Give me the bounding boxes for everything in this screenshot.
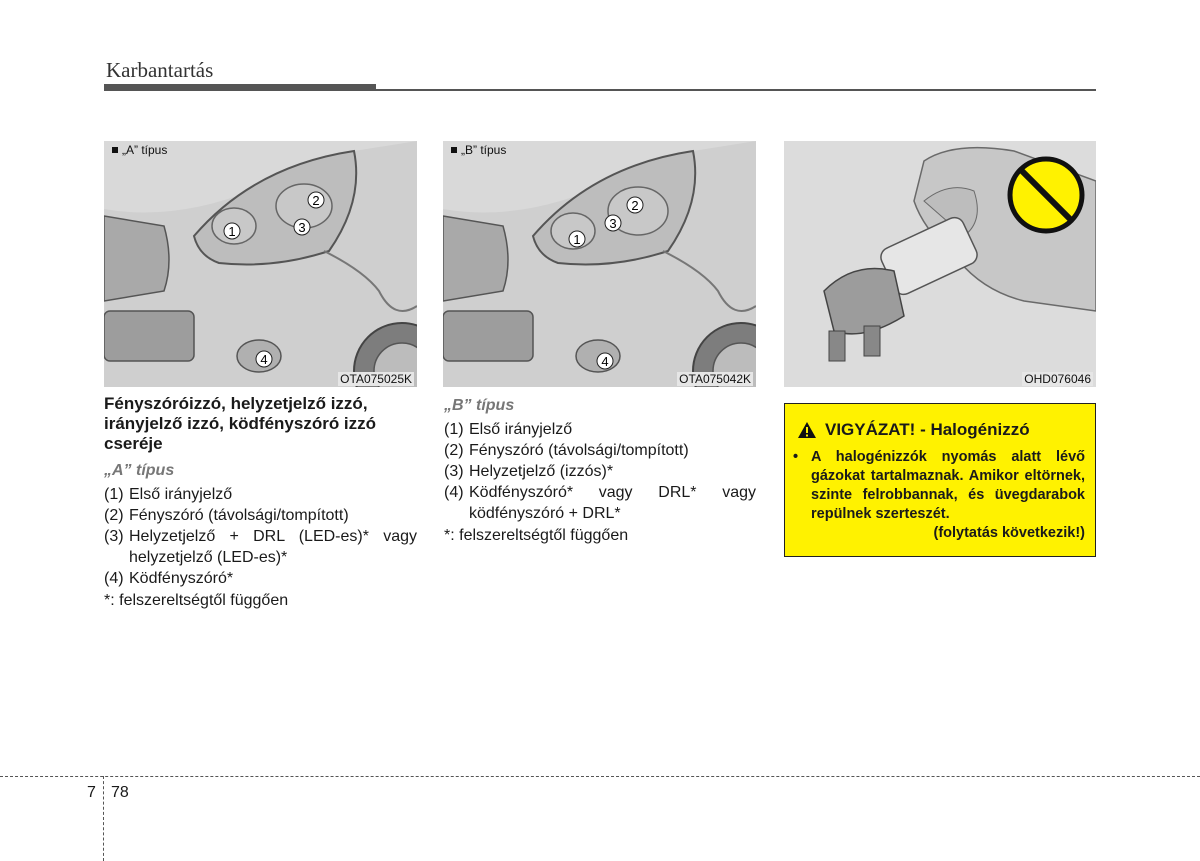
warning-title xyxy=(797,420,1030,440)
item-text: Első irányjelző xyxy=(469,421,573,438)
list-item xyxy=(104,568,417,589)
warning-bullet-item xyxy=(793,448,1085,524)
warning-triangle-icon xyxy=(797,421,817,439)
item-text: Ködfényszóró* xyxy=(129,570,234,587)
subheading-type-a: „A” típus xyxy=(104,462,175,479)
square-bullet-icon xyxy=(112,147,118,153)
item-text: Helyzetjelző + DRL (LED-es)* vagy helyzetjelző (LED-es)* xyxy=(129,528,417,566)
callout-3: 3 xyxy=(609,216,617,231)
item-number: (2) xyxy=(104,507,124,524)
list-item xyxy=(104,526,417,568)
figure-bulb-warning xyxy=(784,141,1096,387)
warning-title-text: VIGYÁZAT! - Halogénizzó xyxy=(825,420,1030,439)
item-number: (3) xyxy=(104,528,124,545)
callout-4: 4 xyxy=(260,352,268,367)
callout-1: 1 xyxy=(228,224,236,239)
figure-code: OTA075042K xyxy=(679,372,751,386)
bullet-icon: • xyxy=(793,449,799,465)
list-item xyxy=(444,440,756,461)
item-number: (1) xyxy=(104,486,124,503)
continued-note: (folytatás következik!) xyxy=(933,525,1085,541)
warning-box xyxy=(784,403,1096,557)
figure-code: OHD076046 xyxy=(1024,372,1091,386)
page-header-title: Karbantartás xyxy=(106,58,214,82)
figure-type-text: „B” típus xyxy=(461,143,507,157)
header-rule-thick xyxy=(104,84,376,91)
item-number: (1) xyxy=(444,421,464,438)
figure-type-b xyxy=(443,141,756,387)
list-item xyxy=(444,482,756,524)
figure-code: OTA075025K xyxy=(340,372,412,386)
item-text: Első irányjelző xyxy=(129,486,233,503)
chapter-number: 7 xyxy=(87,784,96,801)
item-number: (4) xyxy=(444,484,464,501)
car-front-illustration-a xyxy=(104,141,417,387)
car-front-illustration-b xyxy=(443,141,756,387)
footnote: *: felszereltségtől függően xyxy=(444,527,629,544)
item-number: (3) xyxy=(444,463,464,480)
item-text: Fényszóró (távolsági/tompított) xyxy=(469,442,689,459)
section-title: Fényszóróizzó, helyzetjelző izzó, irányjelző izzó, ködfényszóró izzó cseréje xyxy=(104,394,377,453)
footer-divider xyxy=(103,776,104,861)
footer-rule xyxy=(0,776,1200,777)
callout-3: 3 xyxy=(298,220,306,235)
list-item xyxy=(444,419,756,440)
hand-holding-bulb-illustration xyxy=(784,141,1096,387)
square-bullet-icon xyxy=(451,147,457,153)
left-column xyxy=(104,394,417,611)
list-item xyxy=(104,484,417,505)
header-rule-thin xyxy=(376,89,1096,91)
callout-4: 4 xyxy=(601,354,609,369)
callout-2: 2 xyxy=(312,193,320,208)
item-text: Ködfényszóró* vagy DRL* vagy ködfényszóró + DRL* xyxy=(469,484,756,522)
figure-type-text: „A” típus xyxy=(122,143,168,157)
footnote: *: felszereltségtől függően xyxy=(104,592,289,609)
item-number: (2) xyxy=(444,442,464,459)
figure-type-a xyxy=(104,141,417,387)
middle-column xyxy=(444,395,756,546)
figure-type-label xyxy=(451,143,506,157)
warning-text: A halogénizzók nyomás alatt lévő gázokat tartalmaznak. Amikor eltörnek, szinte felrobbannak, és üvegdarabok repülnek szerteszét. xyxy=(811,449,1085,522)
item-text: Helyzetjelző (izzós)* xyxy=(469,463,614,480)
figure-type-label xyxy=(112,143,167,157)
callout-1: 1 xyxy=(573,232,581,247)
page-number: 78 xyxy=(111,784,129,801)
item-text: Fényszóró (távolsági/tompított) xyxy=(129,507,349,524)
item-number: (4) xyxy=(104,570,124,587)
callout-2: 2 xyxy=(631,198,639,213)
subheading-type-b: „B” típus xyxy=(444,397,515,414)
list-item xyxy=(444,461,756,482)
list-item xyxy=(104,505,417,526)
warning-body xyxy=(793,448,1085,543)
